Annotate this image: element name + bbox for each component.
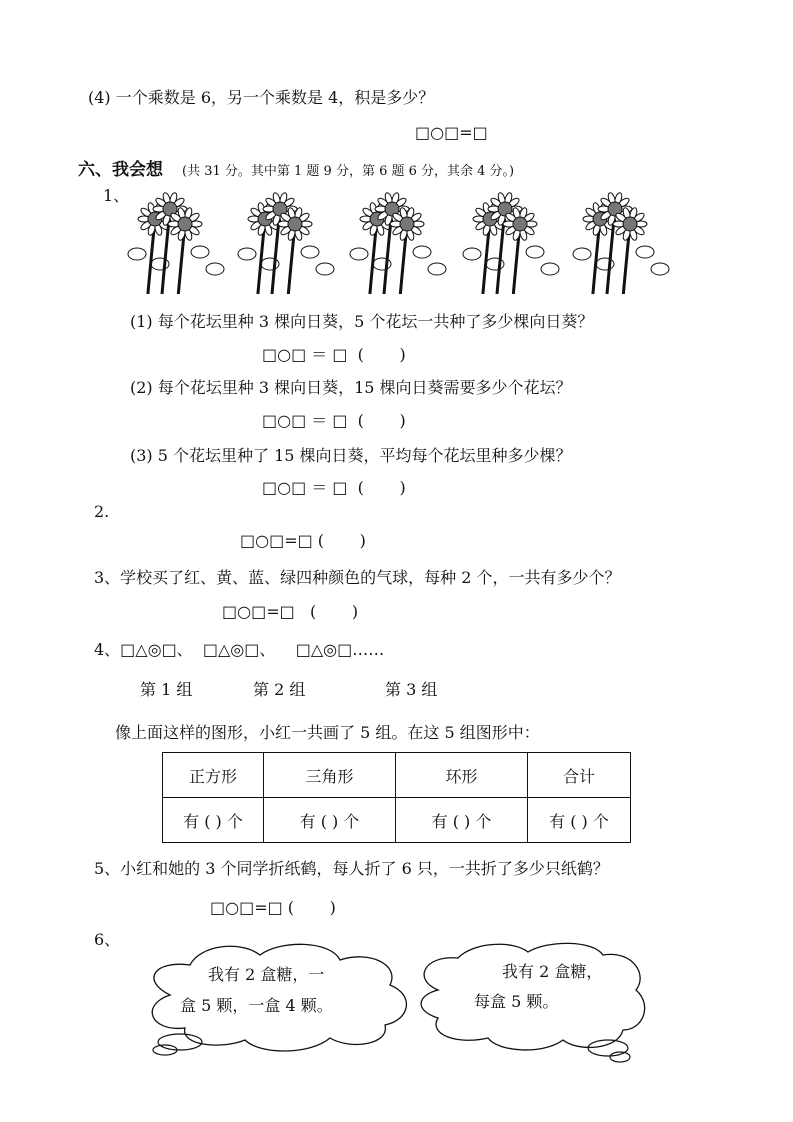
bubble-left-line2: 盒 5 颗，一盒 4 颗。 xyxy=(180,996,333,1015)
question-4-equation: □○□=□ xyxy=(415,123,488,142)
leaf-icon xyxy=(151,258,169,270)
flower-bed-icon xyxy=(463,192,559,294)
leaf-icon xyxy=(350,248,368,260)
flower-center-icon xyxy=(288,217,302,231)
q1-sub3-equation: □○□ ＝ □ ( ) xyxy=(262,478,406,497)
leaf-icon xyxy=(573,248,591,260)
section-note: (共 31 分。其中第 1 题 9 分，第 6 题 6 分，其余 4 分。) xyxy=(182,164,515,179)
header-total: 合计 xyxy=(528,753,631,798)
header-triangle: 三角形 xyxy=(264,753,396,798)
q1-sub2-text: (2) 每个花坛里种 3 棵向日葵，15 棵向日葵需要多少个花坛？ xyxy=(130,378,572,397)
leaf-icon xyxy=(373,258,391,270)
leaf-icon xyxy=(316,263,334,275)
shape-count-table xyxy=(162,752,631,843)
flower-bed-icon xyxy=(350,192,446,294)
question-4-text: (4) 一个乘数是 6，另一个乘数是 4，积是多少？ xyxy=(88,88,435,107)
header-ring: 环形 xyxy=(396,753,528,798)
leaf-icon xyxy=(636,246,654,258)
flower-center-icon xyxy=(400,217,414,231)
leaf-icon xyxy=(428,263,446,275)
leaf-icon xyxy=(541,263,559,275)
sunflower-beds-icon xyxy=(125,184,675,294)
question-5-text: 5、小红和她的 3 个同学折纸鹤，每人折了 6 只，一共折了多少只纸鹤？ xyxy=(94,859,609,878)
cell-total-count[interactable]: 有 ( ) 个 xyxy=(528,798,631,843)
leaf-icon xyxy=(413,246,431,258)
question-1-label: 1、 xyxy=(103,186,130,205)
leaf-icon xyxy=(238,248,256,260)
flower-bed-icon xyxy=(128,192,224,294)
question-2-label: 2. xyxy=(94,502,110,521)
flower-center-icon xyxy=(178,217,192,231)
question-3-equation: □○□=□ ( ) xyxy=(222,602,359,621)
cell-ring-count[interactable]: 有 ( ) 个 xyxy=(396,798,528,843)
leaf-icon xyxy=(191,246,209,258)
bubble-right-line1: 我有 2 盒糖， xyxy=(502,962,603,981)
leaf-icon xyxy=(651,263,669,275)
bubble-left-line1: 我有 2 盒糖，一 xyxy=(208,965,325,984)
q1-sub3-text: (3) 5 个花坛里种了 15 棵向日葵，平均每个花坛里种多少棵？ xyxy=(130,446,572,465)
question-4-pattern: 4、□△◎□、 □△◎□、 □△◎□…… xyxy=(94,640,385,659)
leaf-icon xyxy=(463,248,481,260)
leaf-icon xyxy=(206,263,224,275)
leaf-icon xyxy=(301,246,319,258)
bubble-right-line2: 每盒 5 颗。 xyxy=(474,992,559,1011)
leaf-icon xyxy=(261,258,279,270)
q1-sub1-text: (1) 每个花坛里种 3 棵向日葵，5 个花坛一共种了多少棵向日葵？ xyxy=(130,312,594,331)
flower-bed-icon xyxy=(573,192,669,294)
leaf-icon xyxy=(128,248,146,260)
flower-center-icon xyxy=(623,217,637,231)
leaf-icon xyxy=(526,246,544,258)
group-2-label: 第 2 组 xyxy=(253,680,306,699)
leaf-icon xyxy=(596,258,614,270)
section-title: 六、我会想 xyxy=(78,160,163,180)
question-3-text: 3、学校买了红、黄、蓝、绿四种颜色的气球，每种 2 个，一共有多少个？ xyxy=(94,568,621,587)
cell-triangle-count[interactable]: 有 ( ) 个 xyxy=(264,798,396,843)
leaf-icon xyxy=(486,258,504,270)
q1-sub2-equation: □○□ ＝ □ ( ) xyxy=(262,411,406,430)
q1-sub1-equation: □○□ ＝ □ ( ) xyxy=(262,345,406,364)
cell-square-count[interactable]: 有 ( ) 个 xyxy=(163,798,264,843)
header-square: 正方形 xyxy=(163,753,264,798)
question-4-intro: 像上面这样的图形，小红一共画了 5 组。在这 5 组图形中： xyxy=(115,723,540,742)
flower-bed-icon xyxy=(238,192,334,294)
question-2-equation: □○□=□ ( ) xyxy=(240,531,366,550)
question-5-equation: □○□=□ ( ) xyxy=(210,898,336,917)
flower-center-icon xyxy=(513,217,527,231)
group-1-label: 第 1 组 xyxy=(140,680,193,699)
group-3-label: 第 3 组 xyxy=(385,680,438,699)
question-6-label: 6、 xyxy=(94,930,121,949)
